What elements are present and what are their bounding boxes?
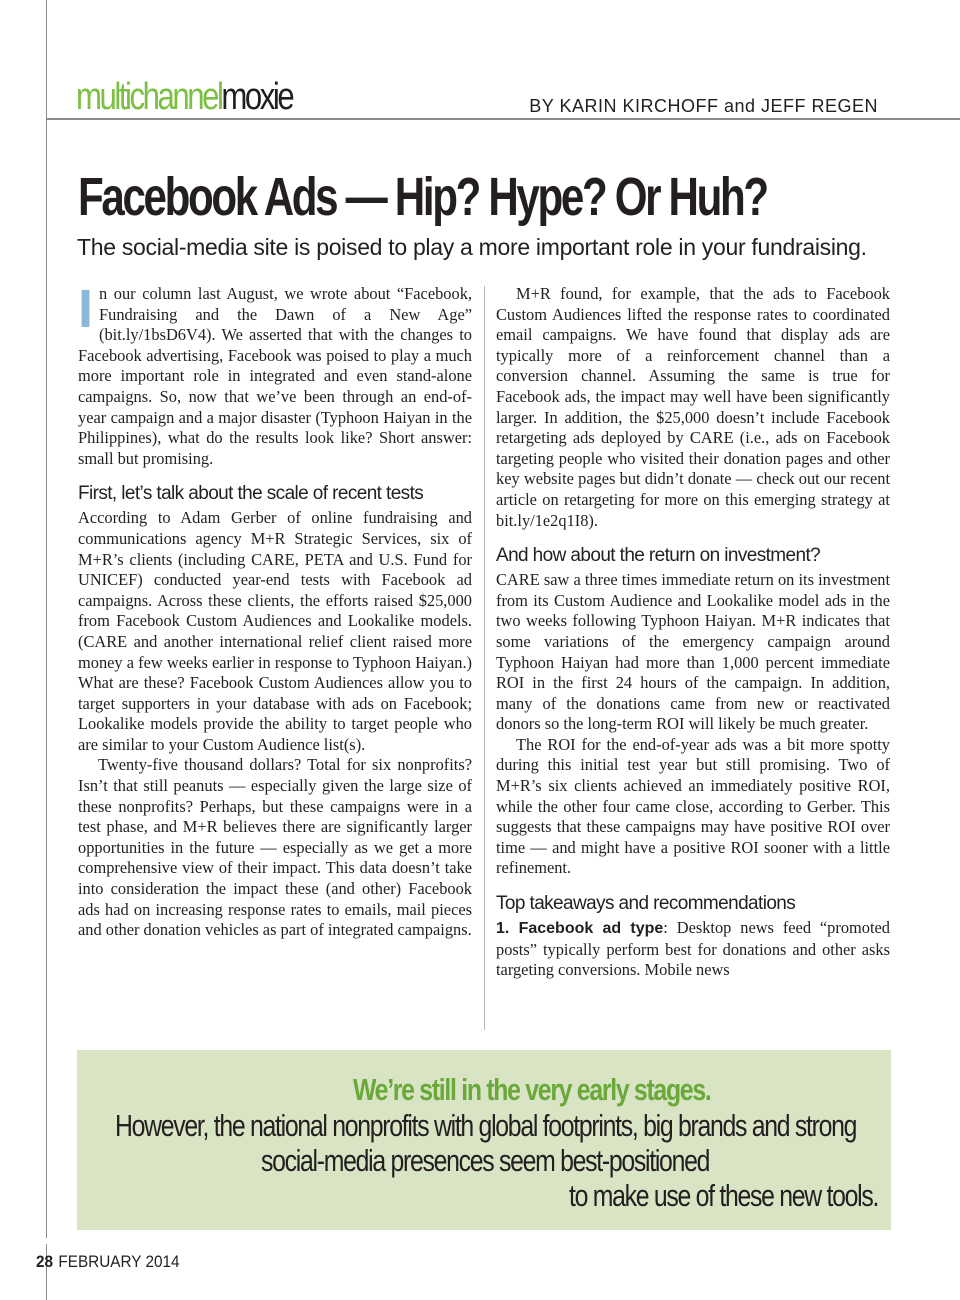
left-margin-rule [46,0,47,1238]
pull-quote-line: However, the national nonprofits with global footprints, big brands and strong [115,1108,857,1143]
takeaway-item [496,918,890,981]
column-logo [76,78,292,116]
body-paragraph: Twenty-five thousand dollars? Total for six nonprofits? Isn’t that still peanuts — especially given the large size of these nonprofits? Perhaps, but these campaigns were in a test phase, and M+R believes there are significantly larger opportunities in the future — especially as we get a more comprehensive view of their impact. This data doesn’t take into consideration the impact these (and other) Facebook ads had on increasing response rates to emails, mail pieces and other donation vehicles as part of integrated campaigns. [78,755,472,940]
pull-quote-line: to make use of these new tools. [569,1178,879,1213]
pull-quote-line: social-media presences seem best-positioned [261,1143,710,1178]
body-paragraph: M+R found, for example, that the ads to Facebook Custom Audiences lifted the response rates to coordinated email campaigns. We have found that display ads are typically more of a reinforcement channel than a conversion channel. Assuming the same is true for Facebook ads, the impact may well have been significantly larger. In addition, the $25,000 doesn’t include Facebook retargeting ads deployed by CARE (i.e., ads on Facebook targeting people who visited their donation pages and other key website pages but didn’t donate — check out our recent article on retargeting for more on this emerging strategy at bit.ly/1e2q1I8). [496,284,890,530]
section-heading-roi: And how about the return on investment? [496,545,821,567]
intro-text: n our column last August, we wrote about “Facebook, Fundraising and the Dawn of a New Age” (bit.ly/1bsD6V4). We asserted that with the changes to Facebook advertising, Facebook was poised to play a much more important role in integrated and even stand-alone campaigns. So, now that we’ve been through an end-of-year campaign and a major disaster (Typhoon Haiyan in the Philippines), what do the results look like? Short answer: small but promising. [78,284,472,468]
article-column-left [78,279,472,941]
article-deck: The social-media site is poised to play a more important role in your fundraising. [77,234,867,260]
article-headline: Facebook Ads — Hip? Hype? Or Huh? [78,167,767,227]
page-number: 28 [36,1252,54,1271]
takeaway-label: 1. Facebook ad type [496,920,664,938]
intro-paragraph [78,279,472,469]
section-heading-takeaways: Top takeaways and recommendations [496,893,796,915]
drop-cap: I [78,279,94,339]
article-column-right [496,284,890,981]
byline: BY KARIN KIRCHOFF and JEFF REGEN [529,96,878,116]
body-paragraph: CARE saw a three times immediate return on its investment from its Custom Audience and Lookalike model ads in the two weeks following Typhoon Haiyan. M+R indicates that some variations of the emergency campaign around Typhoon Haiyan had more than 1,000 percent immediate ROI in the first 24 hours of the campaign. In addition, many of the donations came from new or reactivated donors so the long-term ROI will likely be much greater. [496,570,890,734]
pull-quote [77,1050,891,1230]
header-rule [46,118,960,120]
column-divider [484,286,485,1030]
body-paragraph: The ROI for the end-of-year ads was a bit more spotty during this initial test year but still promising. Two of M+R’s six clients achieved an immediately positive ROI, while the other four came close, according to Gerber. This suggests that these campaigns may have positive ROI over time — and might have a positive ROI sooner with a little refinement. [496,734,890,878]
takeaway-text: : Desktop news feed “promoted posts” typically perform best for donations and other asks targeting conversions. Mobile news [496,918,890,980]
section-heading-scale: First, let’s talk about the scale of recent tests [78,483,424,505]
pull-quote-line: We’re still in the very early stages. [353,1072,711,1107]
page-footer [36,1252,179,1272]
body-paragraph: According to Adam Gerber of online fundraising and communications agency M+R Strategic Services, six of M+R’s clients (including CARE, PETA and U.S. Fund for UNICEF) conducted year-end tests with Facebook ad campaigns. Across these clients, the efforts raised $25,000 from Facebook Custom Audiences and Lookalike models. (CARE and another international relief client raised more money a few weeks earlier in response to Typhoon Haiyan.) What are these? Facebook Custom Audiences allow you to target supporters in your database with ads on Facebook; Lookalike models provide the ability to target people who are similar to your Custom Audience list(s). [78,508,472,754]
logo-multichannel: multichannel [76,76,222,118]
issue-date: FEBRUARY 2014 [58,1252,180,1271]
logo-moxie: moxie [221,76,293,118]
